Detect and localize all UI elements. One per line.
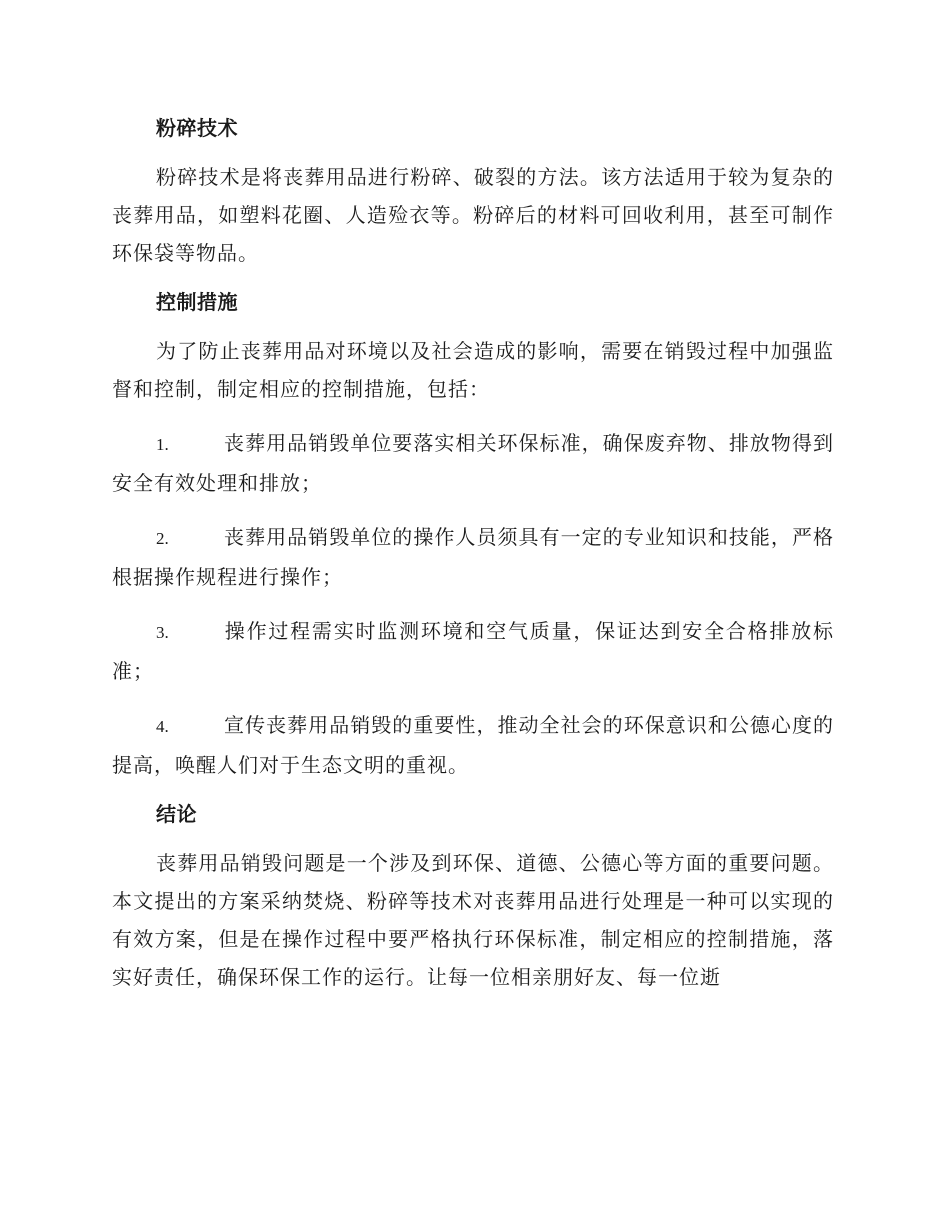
list-number: 2.: [156, 529, 169, 548]
list-item-text: 操作过程需实时监测环境和空气质量，保证达到安全合格排放标准；: [112, 619, 834, 683]
section-heading-crushing: 粉碎技术: [156, 116, 238, 140]
paragraph-conclusion: 丧葬用品销毁问题是一个涉及到环保、道德、公德心等方面的重要问题。本文提出的方案采纳焚烧、粉碎等技术对丧葬用品进行处理是一种可以实现的有效方案，但是在操作过程中要严格执行环保标准，制定相应的控制措施，落实好责任，确保环保工作的运行。让每一位相亲朋好友、每一位逝: [112, 851, 834, 989]
list-item-text: 丧葬用品销毁单位的操作人员须具有一定的专业知识和技能，严格根据操作规程进行操作；: [112, 525, 834, 589]
list-number: 1.: [156, 435, 169, 454]
list-number: 3.: [156, 623, 169, 642]
list-item: [112, 612, 834, 690]
list-item: [112, 706, 834, 784]
paragraph-crushing: 粉碎技术是将丧葬用品进行粉碎、破裂的方法。该方法适用于较为复杂的丧葬用品，如塑料花圈、人造殓衣等。粉碎后的材料可回收利用，甚至可制作环保袋等物品。: [112, 165, 834, 265]
section-heading-conclusion: 结论: [156, 802, 197, 826]
list-number: 4.: [156, 717, 169, 736]
list-item: [112, 424, 834, 502]
list-item-text: 丧葬用品销毁单位要落实相关环保标准，确保废弃物、排放物得到安全有效处理和排放；: [112, 431, 834, 495]
list-item-text: 宣传丧葬用品销毁的重要性，推动全社会的环保意识和公德心度的提高，唤醒人们对于生态文明的重视。: [112, 713, 834, 777]
paragraph-control-measures: 为了防止丧葬用品对环境以及社会造成的影响，需要在销毁过程中加强监督和控制，制定相应的控制措施，包括：: [112, 339, 834, 401]
document-page: [112, 108, 834, 996]
section-heading-control-measures: 控制措施: [156, 290, 238, 314]
list-item: [112, 518, 834, 596]
